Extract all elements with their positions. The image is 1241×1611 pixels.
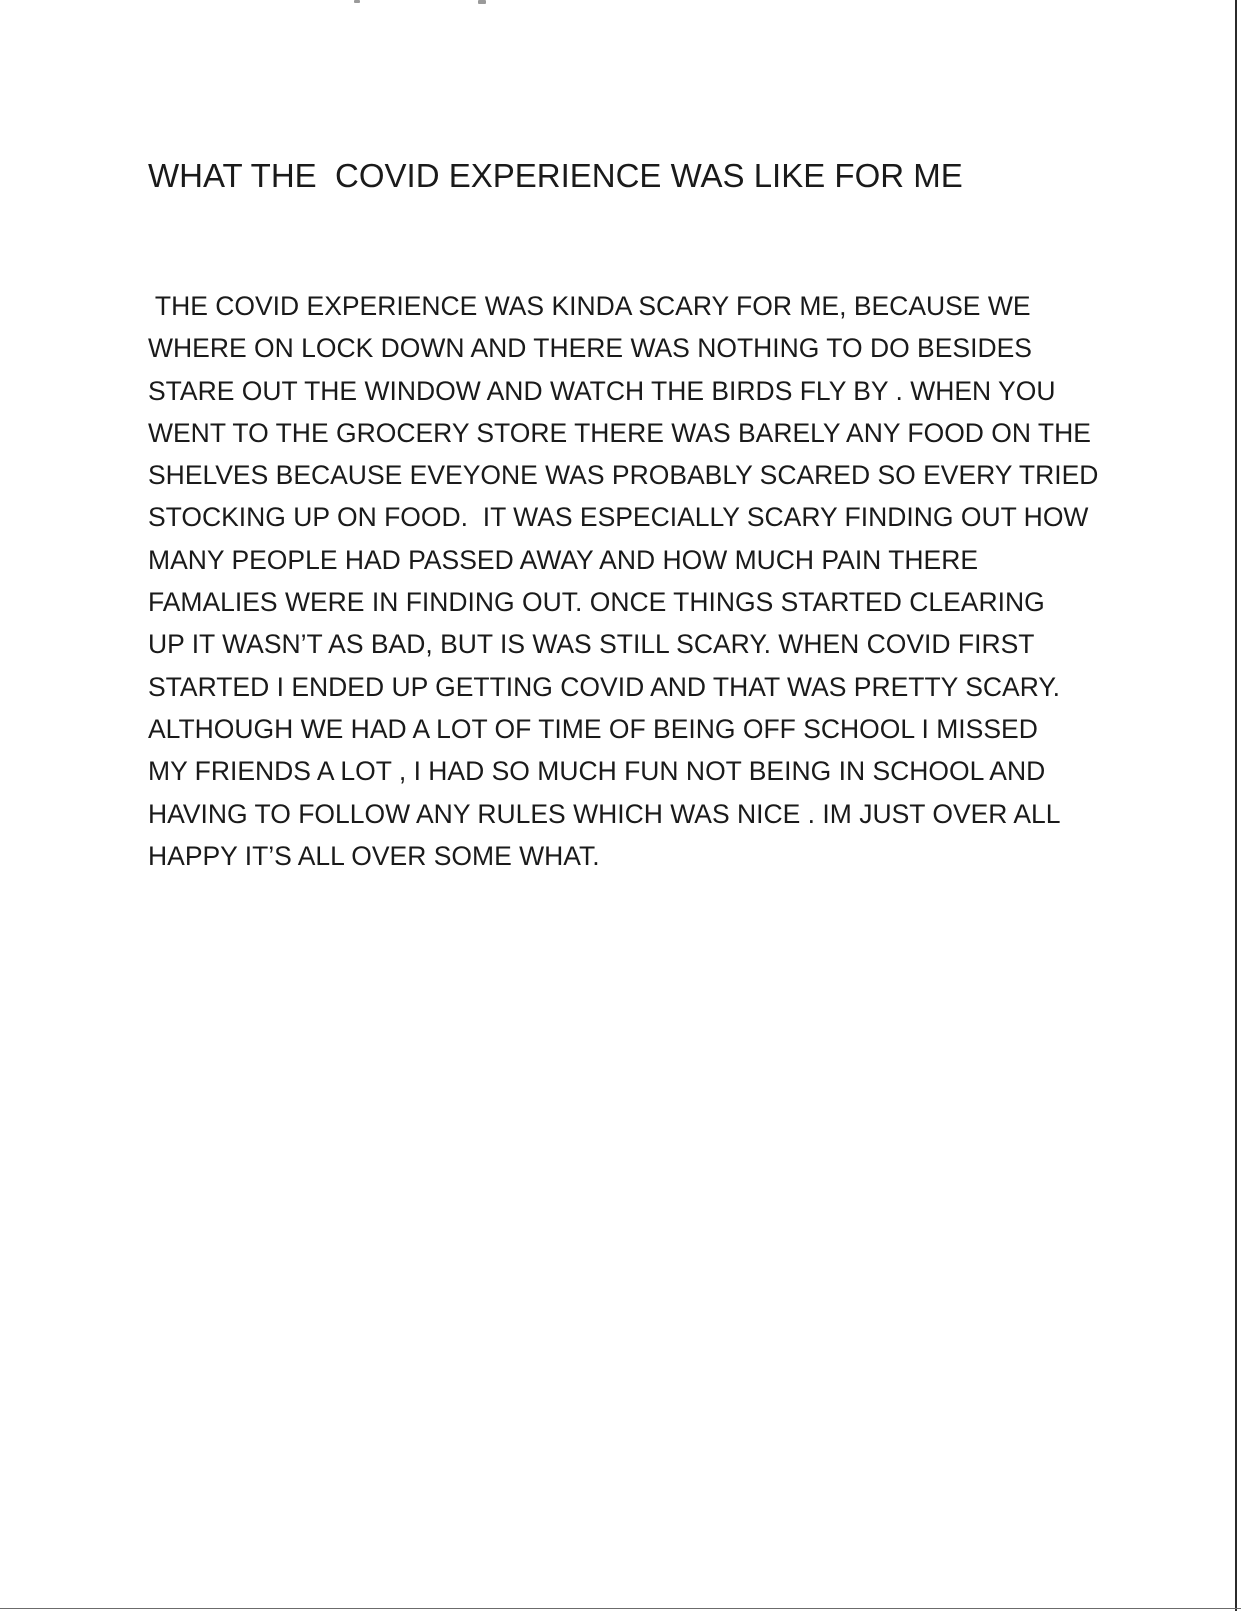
essay-line: STOCKING UP ON FOOD. IT WAS ESPECIALLY SCARY FINDING OUT HOW — [148, 502, 1089, 533]
essay-line: WHERE ON LOCK DOWN AND THERE WAS NOTHING TO DO BESIDES — [148, 333, 1032, 364]
scan-artifact — [340, 0, 500, 8]
essay-line: THE COVID EXPERIENCE WAS KINDA SCARY FOR ME, BECAUSE WE — [148, 291, 1031, 321]
essay-line: UP IT WASN’T AS BAD, BUT IS WAS STILL SCARY. WHEN COVID FIRST — [148, 629, 1035, 660]
essay-line: MANY PEOPLE HAD PASSED AWAY AND HOW MUCH PAIN THERE — [148, 544, 979, 575]
essay-line: STARTED I ENDED UP GETTING COVID AND THAT WAS PRETTY SCARY. — [148, 671, 1060, 702]
scan-page-edge — [0, 1608, 1241, 1609]
essay-line: HAPPY IT’S ALL OVER SOME WHAT. — [148, 840, 600, 871]
document-title: WHAT THE COVID EXPERIENCE WAS LIKE FOR ME — [148, 157, 963, 194]
essay-line: HAVING TO FOLLOW ANY RULES WHICH WAS NICE . IM JUST OVER ALL — [148, 798, 1061, 829]
essay-line: STARE OUT THE WINDOW AND WATCH THE BIRDS FLY BY . WHEN YOU — [148, 375, 1056, 406]
essay-body — [148, 285, 1148, 877]
scan-page-edge — [1235, 0, 1237, 1611]
essay-line: ALTHOUGH WE HAD A LOT OF TIME OF BEING OFF SCHOOL I MISSED — [148, 713, 1038, 744]
essay-line: SHELVES BECAUSE EVEYONE WAS PROBABLY SCARED SO EVERY TRIED — [148, 460, 1099, 491]
essay-line: WENT TO THE GROCERY STORE THERE WAS BARELY ANY FOOD ON THE — [148, 417, 1091, 448]
essay-line: FAMALIES WERE IN FINDING OUT. ONCE THINGS STARTED CLEARING — [148, 587, 1045, 618]
essay-line: MY FRIENDS A LOT , I HAD SO MUCH FUN NOT BEING IN SCHOOL AND — [148, 756, 1046, 787]
